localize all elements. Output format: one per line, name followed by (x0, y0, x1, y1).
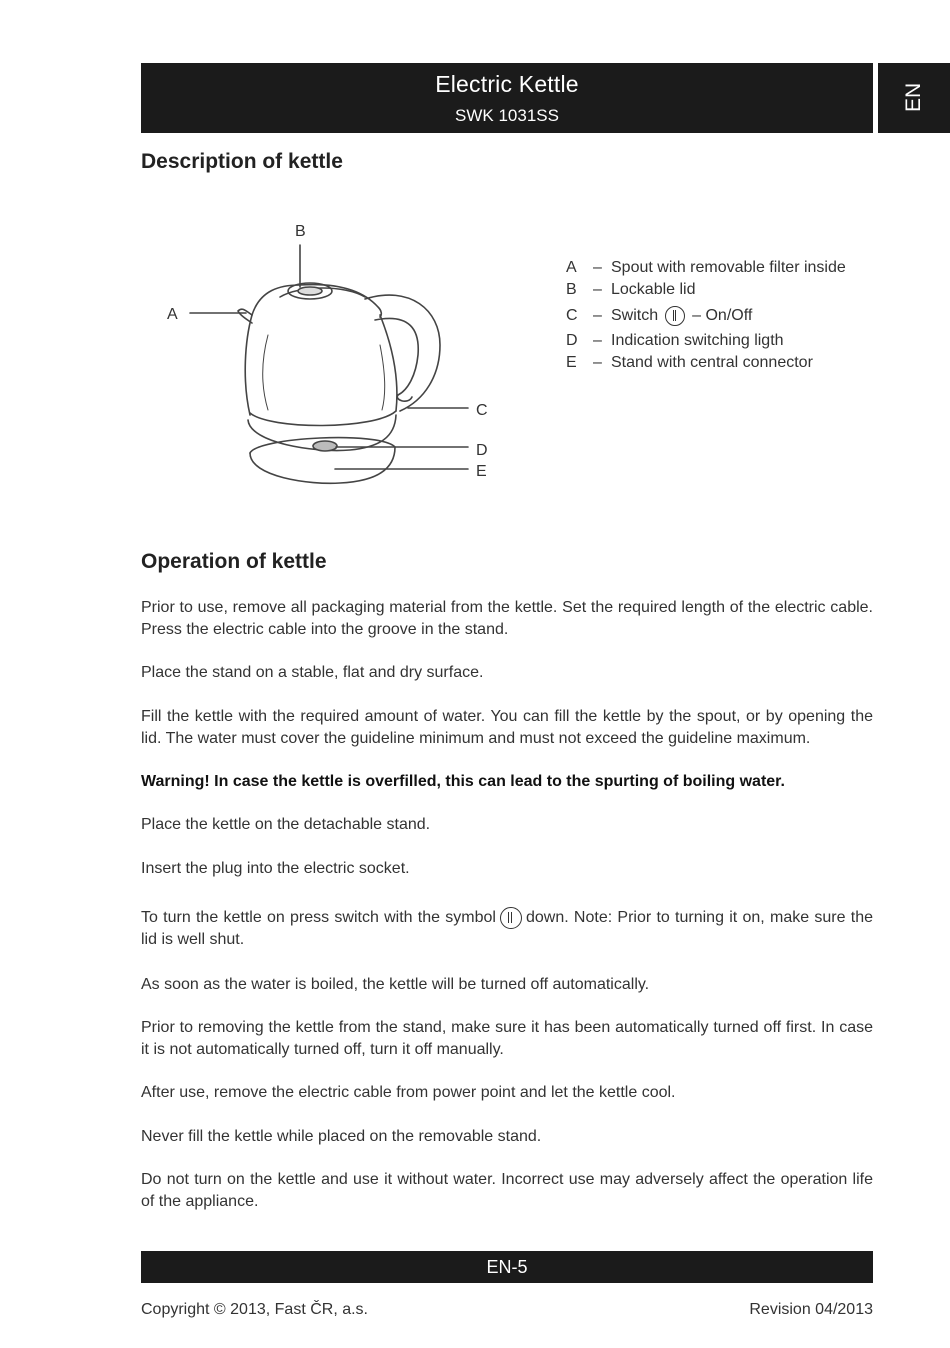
page-number-bar (141, 1251, 873, 1283)
legend-dash: – (593, 332, 602, 349)
legend-row (566, 352, 846, 374)
legend-text: Indication switching ligth (611, 332, 784, 349)
paragraph: Prior to use, remove all packaging material from the kettle. Set the required length of the electric cable. Press the electric cable into the groove in the stand. (141, 599, 873, 638)
legend-text: Switch (611, 307, 659, 324)
switch-text-before: To turn the kettle on press switch with the symbol (141, 909, 496, 927)
language-tab (878, 63, 950, 133)
legend-letter: B (566, 281, 577, 298)
legend-letter: E (566, 354, 577, 371)
legend-dash: – (593, 354, 602, 371)
legend-text: Spout with removable filter inside (611, 259, 846, 276)
legend-dash: – (593, 281, 602, 298)
diagram-label-e: E (476, 463, 487, 480)
operation-heading: Operation of kettle (141, 550, 327, 573)
language-label: EN (902, 82, 925, 112)
legend-row (566, 279, 846, 301)
diagram-label-c: C (476, 402, 488, 419)
legend-row (566, 330, 846, 352)
legend-row (566, 301, 846, 330)
revision: Revision 04/2013 (749, 1301, 873, 1318)
legend-dash: – (593, 307, 602, 324)
paragraph: Do not turn on the kettle and use it without water. Incorrect use may adversely affect the operation life of the appliance. (141, 1171, 873, 1210)
legend-letter: D (566, 332, 578, 349)
paragraph: Place the stand on a stable, flat and dry surface. (141, 664, 484, 681)
switch-text-after: down. Note: Prior to turning it on, make sure the lid is well shut. (141, 909, 873, 949)
model-number: SWK 1031SS (455, 106, 559, 125)
copyright: Copyright © 2013, Fast ČR, a.s. (141, 1301, 368, 1318)
legend-text: Stand with central connector (611, 354, 813, 371)
description-heading: Description of kettle (141, 150, 343, 173)
paragraph: As soon as the water is boiled, the kettle will be turned off automatically. (141, 976, 650, 993)
switch-paragraph (141, 907, 873, 951)
paragraph: Prior to removing the kettle from the stand, make sure it has been automatically turned off first. In case it is not automatically turned off, turn it off manually. (141, 1019, 873, 1058)
document-title: Electric Kettle (435, 71, 579, 97)
legend-letter: A (566, 259, 577, 276)
parts-legend (566, 257, 846, 374)
power-switch-icon (665, 306, 685, 326)
paragraph: After use, remove the electric cable from power point and let the kettle cool. (141, 1084, 676, 1101)
legend-row (566, 257, 846, 279)
header-bar (141, 63, 873, 133)
paragraph: Insert the plug into the electric socket. (141, 860, 410, 877)
page-number: EN-5 (486, 1257, 528, 1277)
kettle-diagram (150, 215, 500, 515)
legend-letter: C (566, 307, 578, 324)
diagram-label-b: B (295, 223, 306, 240)
paragraph: Place the kettle on the detachable stand. (141, 816, 431, 833)
diagram-label-d: D (476, 442, 488, 459)
warning-paragraph: Warning! In case the kettle is overfilled, this can lead to the spurting of boiling water. (141, 773, 785, 790)
power-switch-icon (500, 907, 522, 929)
legend-text: – On/Off (692, 307, 753, 324)
diagram-label-a: A (167, 306, 178, 323)
paragraph: Fill the kettle with the required amount of water. You can fill the kettle by the spout, or by opening the lid. The water must cover the guideline minimum and must not exceed the guideline maximum. (141, 708, 873, 747)
paragraph: Never fill the kettle while placed on the removable stand. (141, 1128, 542, 1145)
legend-dash: – (593, 259, 602, 276)
legend-text: Lockable lid (611, 281, 696, 298)
